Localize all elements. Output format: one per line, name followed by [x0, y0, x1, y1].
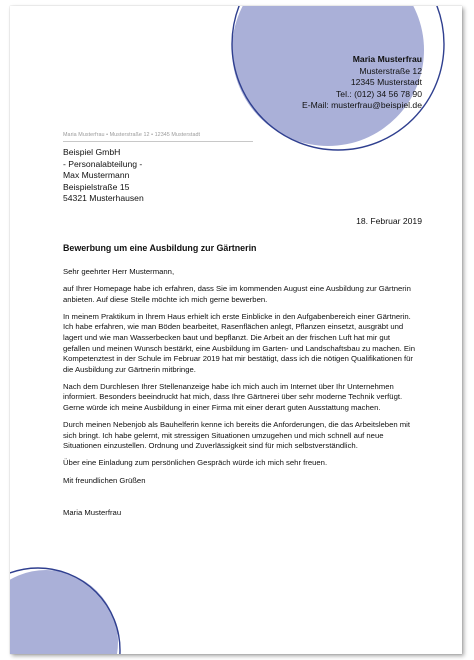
paragraph: Über eine Einladung zum persönlichen Gespräch würde ich mich sehr freuen.: [63, 458, 328, 468]
salutation: Sehr geehrter Herr Mustermann,: [63, 267, 175, 276]
paragraph: Durch meinen Nebenjob als Bauhelferin kenne ich bereits die Anforderungen, die das Arbeitsleben mit sich bringt. Ich habe gelernt, mit stressigen Situationen umzugehen und mich schnell auf neue Situationen einzustellen. Ordnung und Zuverlässigkeit sind für mich selbstverständlich.: [63, 420, 411, 451]
return-address-line: Maria Musterfrau • Musterstraße 12 • 12345 Musterstadt: [63, 132, 253, 142]
sender-street: Musterstraße 12: [359, 65, 422, 76]
paragraph: In meinem Praktikum in Ihrem Haus erhielt ich erste Einblicke in den Aufgabenbereich einer Gärtnerin. Ich habe erfahren, wie man Böden bearbeitet, Rasenflächen anlegt, Pflanzen einsetzt, ausgräbt und lagert und wie man Wasserbecken baut und bepflanzt. Die Arbeit an der frischen Luft hat mir gut gefallen und meinen Wunsch bestärkt, eine Ausbildung im Garten- und Landschaftsbau zu machen. Ein Kompetenztest in der Schule im Februar 2019 hat mir bestätigt, dass ich die nötigen Qualifikationen für die Ausbildung zur Gärtnerin mitbringe.: [63, 311, 415, 374]
recipient-company: Beispiel GmbH: [63, 147, 121, 157]
letter-page: [10, 6, 462, 654]
sender-phone: Tel.: (012) 34 56 78 90: [336, 88, 422, 99]
paragraph: Nach dem Durchlesen Ihrer Stellenanzeige habe ich mich auch im Internet über Ihr Unternehmen informiert. Besonders beeindruckt hat mich, dass Ihre Gärtnerei über sehr moderne Technik verfügt. Gerne würde ich meine Ausbildung in einer Firma mit einer derart guten Ausstattung machen.: [63, 381, 403, 413]
letter-date: 18. Februar 2019: [356, 216, 422, 226]
bottom-filled-circle: [10, 570, 118, 654]
sender-name: Maria Musterfrau: [352, 54, 422, 64]
recipient-department: - Personalabteilung -: [63, 158, 143, 169]
letter-body: [63, 267, 418, 525]
sender-block: [302, 54, 422, 112]
subject-line: Bewerbung um eine Ausbildung zur Gärtnerin: [63, 243, 257, 253]
recipient-street: Beispielstraße 15: [63, 181, 130, 192]
recipient-city: 54321 Musterhausen: [63, 193, 144, 204]
sender-email: E-Mail: musterfrau@beispiel.de: [301, 100, 422, 111]
sender-city: 12345 Musterstadt: [350, 77, 422, 88]
signature: Maria Musterfrau: [63, 508, 122, 518]
recipient-contact: Max Mustermann: [63, 170, 130, 181]
paragraph: auf Ihrer Homepage habe ich erfahren, dass Sie im kommenden August eine Ausbildung zur Gärtnerin anbieten. Auf diese Stelle möchte ich mich gerne bewerben.: [63, 284, 411, 304]
closing: Mit freundlichen Grüßen: [63, 475, 146, 485]
recipient-block: [63, 147, 144, 205]
